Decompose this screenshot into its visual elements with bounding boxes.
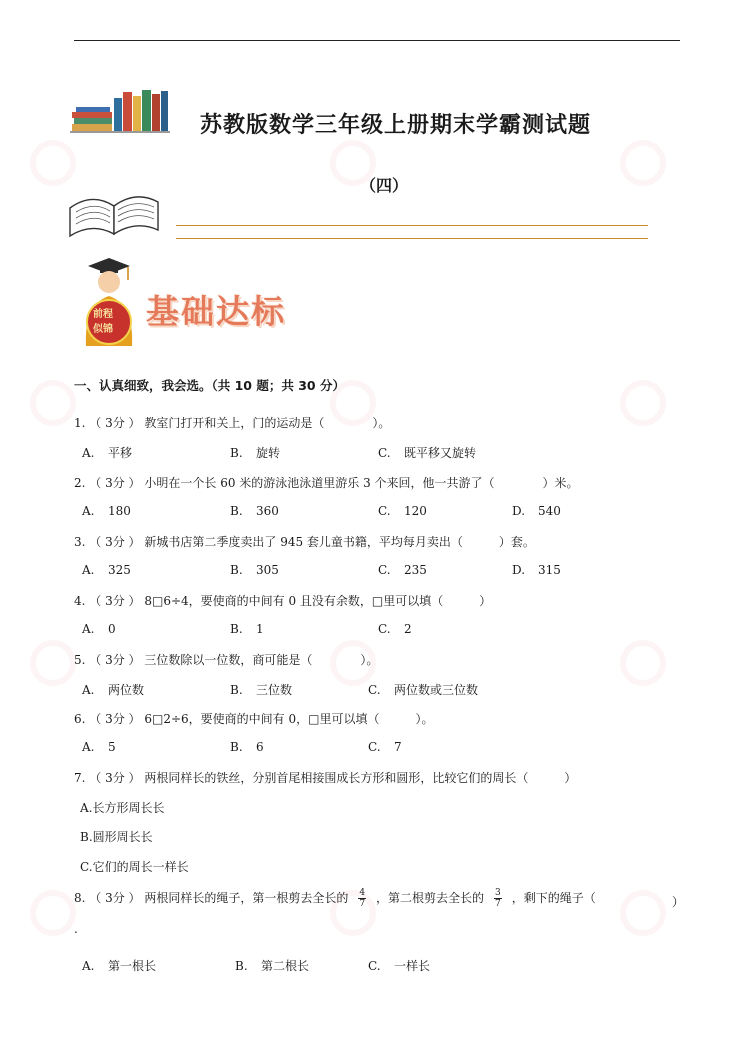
question-score: （ 3分 ） [89,891,141,905]
top-rule [74,40,680,41]
question-number: 8. [74,891,86,905]
open-book-icon [66,186,162,242]
option-b[interactable]: B. 1 [230,622,264,636]
question-text-mid: ，第二根剪去全长的 [376,891,485,905]
question-text: 两根同样长的铁丝，分别首尾相接围成长方形和圆形，比较它们的周长（ ） [144,771,577,785]
question-text: 小明在一个长 60 米的游泳池泳道里游乐 3 个来回，他一共游了（ ）米。 [144,476,579,490]
question-number: 4. [74,594,86,608]
fraction-3-7: $\frac{3}{7}$ [495,888,501,909]
watermark-logo-icon [30,380,76,426]
option-a[interactable]: A. 325 [82,563,131,577]
option-c[interactable]: C.它们的周长一样长 [80,860,189,874]
option-c[interactable]: C. 120 [378,504,427,518]
page-title: 苏教版数学三年级上册期末学霸测试题 [200,112,592,138]
question-score: （ 3分 ） [89,653,141,667]
question-number: 7. [74,771,86,785]
question-4 [74,592,491,609]
option-b[interactable]: B. 三位数 [230,683,293,697]
option-a[interactable]: A. 180 [82,504,131,518]
option-a[interactable]: A. 0 [82,622,116,636]
option-c[interactable]: C. 2 [378,622,412,636]
option-a[interactable]: A. 第一根长 [82,959,157,973]
option-c[interactable]: C. 既平移又旋转 [378,446,477,460]
question-score: （ 3分 ） [89,416,141,430]
question-text: 新城书店第二季度卖出了 945 套儿童书籍，平均每月卖出（ ）套。 [144,535,535,549]
section-heading: 一、认真细致，我会选。（共 10 题；共 30 分） [74,378,345,393]
question-8 [74,888,644,909]
badge-text-line2: 似锦 [93,324,113,335]
question-score: （ 3分 ） [89,476,141,490]
watermark-logo-icon [620,380,666,426]
option-b[interactable]: B. 305 [230,563,279,577]
question-2 [74,474,579,491]
banner-heading: 基础达标 [146,292,286,331]
option-c[interactable]: C. 7 [368,740,402,754]
question-score: （ 3分 ） [89,535,141,549]
question-text: 三位数除以一位数，商可能是（ ）。 [144,653,379,667]
question-number: 1. [74,416,86,430]
question-8-continuation: . [74,922,78,936]
question-number: 5. [74,653,86,667]
option-a[interactable]: A. 5 [82,740,116,754]
option-b[interactable]: B. 6 [230,740,264,754]
question-7 [74,769,576,786]
question-8-closing-paren: ） [672,895,685,909]
badge-text-line1: 前程 [93,309,113,320]
option-a[interactable]: A.长方形周长长 [80,801,165,815]
option-d[interactable]: D. 540 [512,504,561,518]
option-b[interactable]: B.圆形周长长 [80,830,153,844]
question-score: （ 3分 ） [89,594,141,608]
watermark-logo-icon [30,140,76,186]
question-text: 教室门打开和关上，门的运动是（ ）。 [144,416,391,430]
watermark-logo-icon [620,640,666,686]
option-b[interactable]: B. 第二根长 [235,959,310,973]
question-number: 6. [74,712,86,726]
option-b[interactable]: B. 旋转 [230,446,281,460]
question-score: （ 3分 ） [89,771,141,785]
option-d[interactable]: D. 315 [512,563,561,577]
option-c[interactable]: C. 235 [378,563,427,577]
question-6 [74,710,433,727]
watermark-logo-icon [30,640,76,686]
option-c[interactable]: C. 两位数或三位数 [368,683,479,697]
question-score: （ 3分 ） [89,712,141,726]
page-subtitle: （四） [360,176,409,195]
question-number: 2. [74,476,86,490]
books-stack-icon [70,88,170,136]
watermark-logo-icon [620,140,666,186]
option-a[interactable]: A. 两位数 [82,683,145,697]
question-text-end: ，剩下的绳子（ [511,891,644,905]
orange-rule-bottom [176,238,648,239]
orange-rule-top [176,225,648,226]
question-text: 两根同样长的绳子，第一根剪去全长的 [144,891,349,905]
option-a[interactable]: A. 平移 [82,446,133,460]
question-1 [74,414,390,431]
fraction-4-7: $\frac{4}{7}$ [359,888,366,909]
question-text: 6□2÷6，要使商的中间有 0，□里可以填（ ）。 [144,712,434,726]
question-5 [74,651,378,668]
option-c[interactable]: C. 一样长 [368,959,431,973]
option-b[interactable]: B. 360 [230,504,279,518]
question-number: 3. [74,535,86,549]
question-text: 8□6÷4，要使商的中间有 0 且没有余数，□里可以填（ ） [144,594,492,608]
question-3 [74,533,535,550]
watermark-logo-icon [30,890,76,936]
